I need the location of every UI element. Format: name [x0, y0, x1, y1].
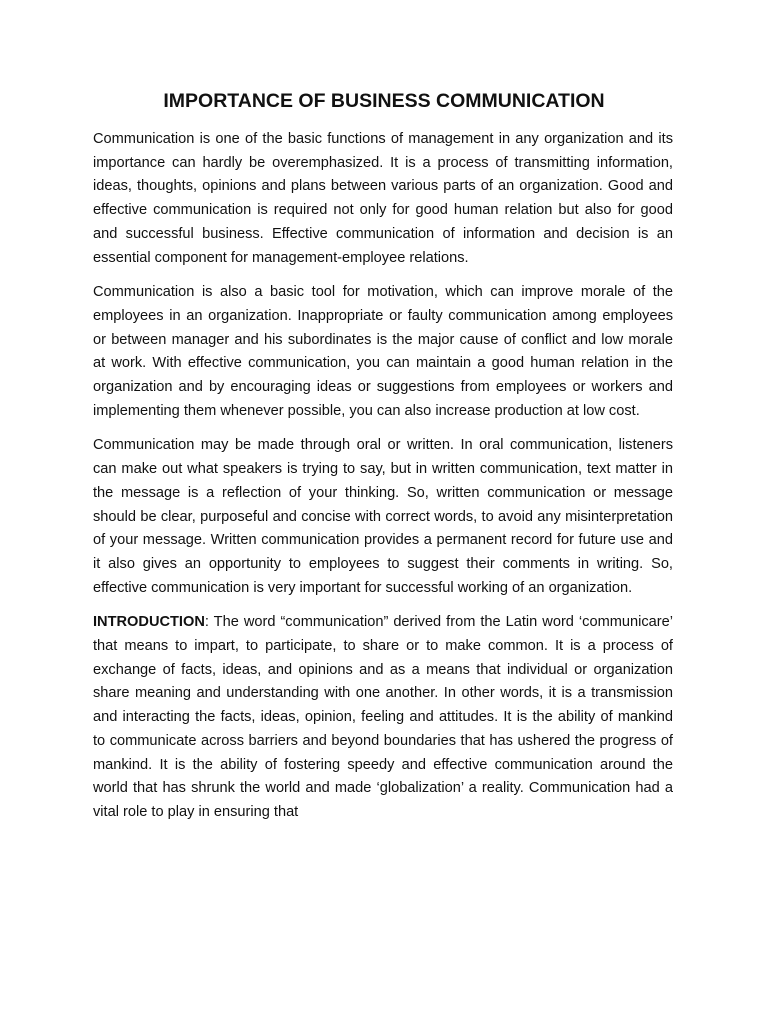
paragraph-text: : The word “communication” derived from the Latin word ‘communicare’ that means to impart, to participate, to share or to make common. It is a process of exchange of facts, ideas, and opinions and as a means that individual or organization share meaning and understanding with one another. In other words, it is a transmission and interacting the facts, ideas, opinion, feeling and attitudes. It is the ability of mankind to communicate across barriers and beyond boundaries that has ushered the progress of mankind. It is the ability of fostering speedy and effective communication around the world that has shrunk the world and made ‘globalization’ a reality. Communication had a vital role to play in ensuring that — [93, 614, 673, 820]
paragraph — [93, 434, 673, 600]
page-title: IMPORTANCE OF BUSINESS COMMUNICATION — [163, 90, 605, 112]
paragraph-text: Communication is one of the basic functions of management in any organization and its importance can hardly be overemphasized. It is a process of transmitting information, ideas, thoughts, opinions and plans between various parts of an organization. Good and effective communication is required not only for good human relation but also for good and successful business. Effective communication of information and decision is an essential component for management-employee relations. — [93, 131, 673, 266]
paragraph-text: Communication is also a basic tool for motivation, which can improve morale of the employees in an organization. Inappropriate or faulty communication among employees or between manager and his subordinates is the major cause of conflict and low morale at work. With effective communication, you can maintain a good human relation in the organization and by encouraging ideas or suggestions from employees or workers and implementing them whenever possible, you can also increase production at low cost. — [93, 284, 673, 419]
section-heading-introduction: INTRODUCTION — [93, 614, 205, 631]
paragraph-introduction — [93, 611, 673, 824]
paragraph-text: Communication may be made through oral or written. In oral communication, listeners can make out what speakers is trying to say, but in written communication, text matter in the message is a reflection of your thinking. So, written communication or message should be clear, purposeful and concise with correct words, to avoid any misinterpretation of your message. Written communication provides a permanent record for future use and it also gives an opportunity to employees to suggest their comments in writing. So, effective communication is very important for successful working of an organization. — [93, 437, 673, 596]
document-body — [93, 128, 673, 836]
paragraph — [93, 128, 673, 270]
paragraph — [93, 281, 673, 423]
